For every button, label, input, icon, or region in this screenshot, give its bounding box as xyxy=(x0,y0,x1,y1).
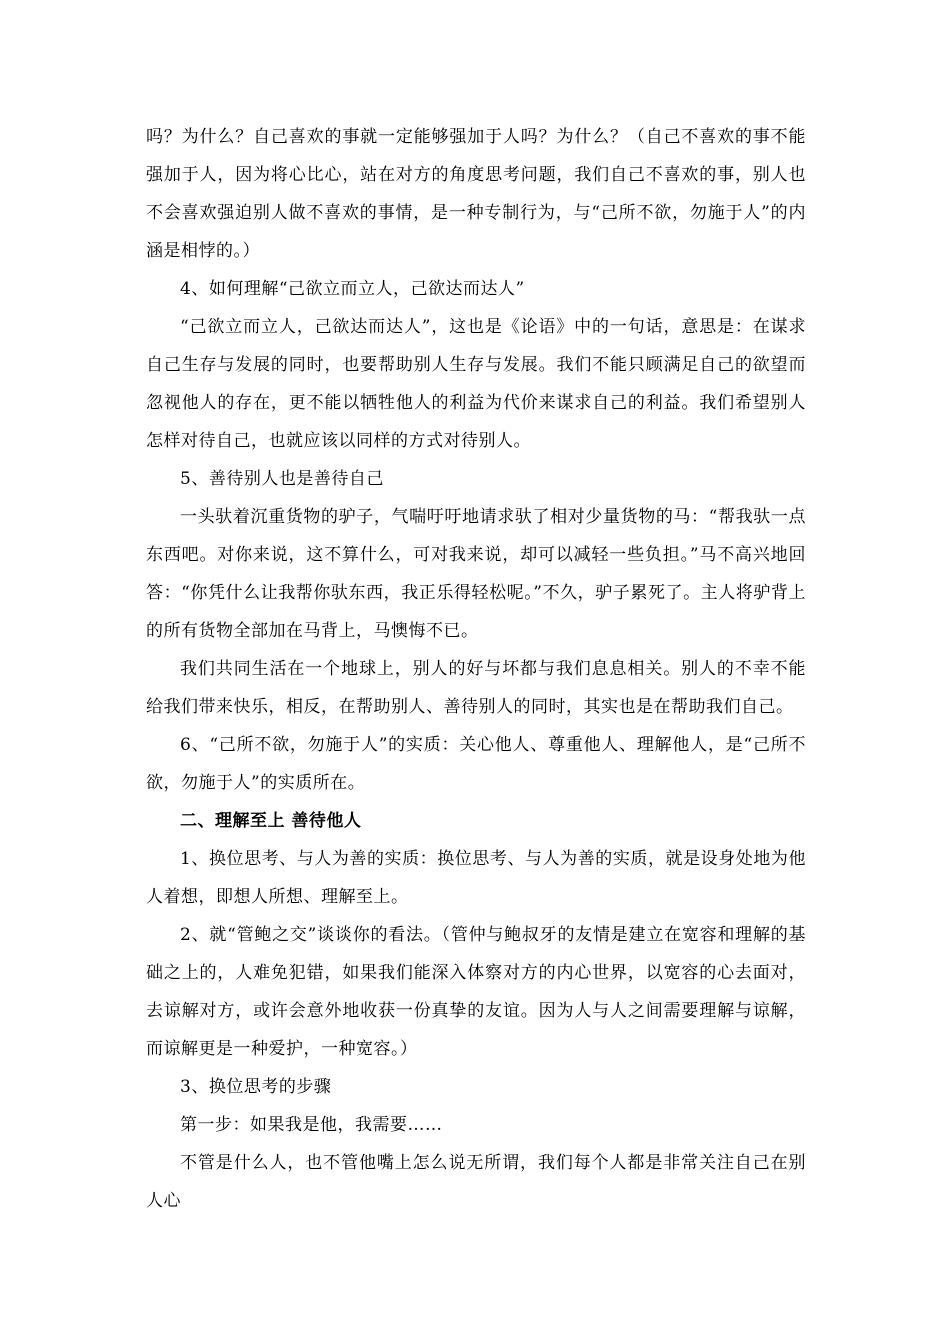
section-heading: 二、理解至上 善待他人 xyxy=(180,811,362,831)
paragraph-story: 一头驮着沉重货物的驴子，气喘吁吁地请求驮了相对少量货物的马：“帮我驮一点东西吧。对你来说，这不算什么，可对我来说，却可以减轻一些负担。”马不高兴地回答：“你凭什么让我帮你驮东西，我正乐得轻松呢。”不久，驴子累死了。主人将驴背上的所有货物全部加在马背上，马懊悔不已。 xyxy=(146,507,806,641)
paragraph-final: 不管是什么人，也不管他嘴上怎么说无所谓，我们每个人都是非常关注自己在别人心 xyxy=(146,1153,806,1211)
step-one: 第一步：如果我是他，我需要…… xyxy=(180,1115,443,1135)
heading-item-4: 4、如何理解“己欲立而立人，己欲达而达人” xyxy=(180,279,525,299)
paragraph-item-1: 1、换位思考、与人为善的实质：换位思考、与人为善的实质，就是设身处地为他人着想，即想人所想、理解至上。 xyxy=(146,849,806,907)
paragraph-explanation: “己欲立而立人，己欲达而达人”，这也是《论语》中的一句话，意思是：在谋求自己生存与发展的同时，也要帮助别人生存与发展。我们不能只顾满足自己的欲望而忽视他人的存在，更不能以牺牲他人的利益为代价来谋求自己的利益。我们希望别人怎样对待自己，也就应该以同样的方式对待别人。 xyxy=(146,317,806,451)
document-page xyxy=(146,118,806,1220)
paragraph-continuation: 吗？为什么？自己喜欢的事就一定能够强加于人吗？为什么？（自己不喜欢的事不能强加于人，因为将心比心，站在对方的角度思考问题，我们自己不喜欢的事，别人也不会喜欢强迫别人做不喜欢的事情，是一种专制行为，与“己所不欲，勿施于人”的内涵是相悖的。） xyxy=(146,127,806,261)
heading-item-5: 5、善待别人也是善待自己 xyxy=(180,469,384,489)
heading-item-6: 6、“己所不欲，勿施于人”的实质：关心他人、尊重他人、理解他人，是“己所不欲，勿施于人”的实质所在。 xyxy=(146,735,806,793)
paragraph-conclusion: 我们共同生活在一个地球上，别人的好与坏都与我们息息相关。别人的不幸不能给我们带来快乐，相反，在帮助别人、善待别人的同时，其实也是在帮助我们自己。 xyxy=(146,659,806,717)
paragraph-item-2: 2、就“管鲍之交”谈谈你的看法。（管仲与鲍叔牙的友情是建立在宽容和理解的基础之上的，人难免犯错，如果我们能深入体察对方的内心世界，以宽容的心去面对，去谅解对方，或许会意外地收获一份真挚的友谊。因为人与人之间需要理解与谅解，而谅解更是一种爱护，一种宽容。） xyxy=(146,925,806,1059)
heading-item-3: 3、换位思考的步骤 xyxy=(180,1077,332,1097)
